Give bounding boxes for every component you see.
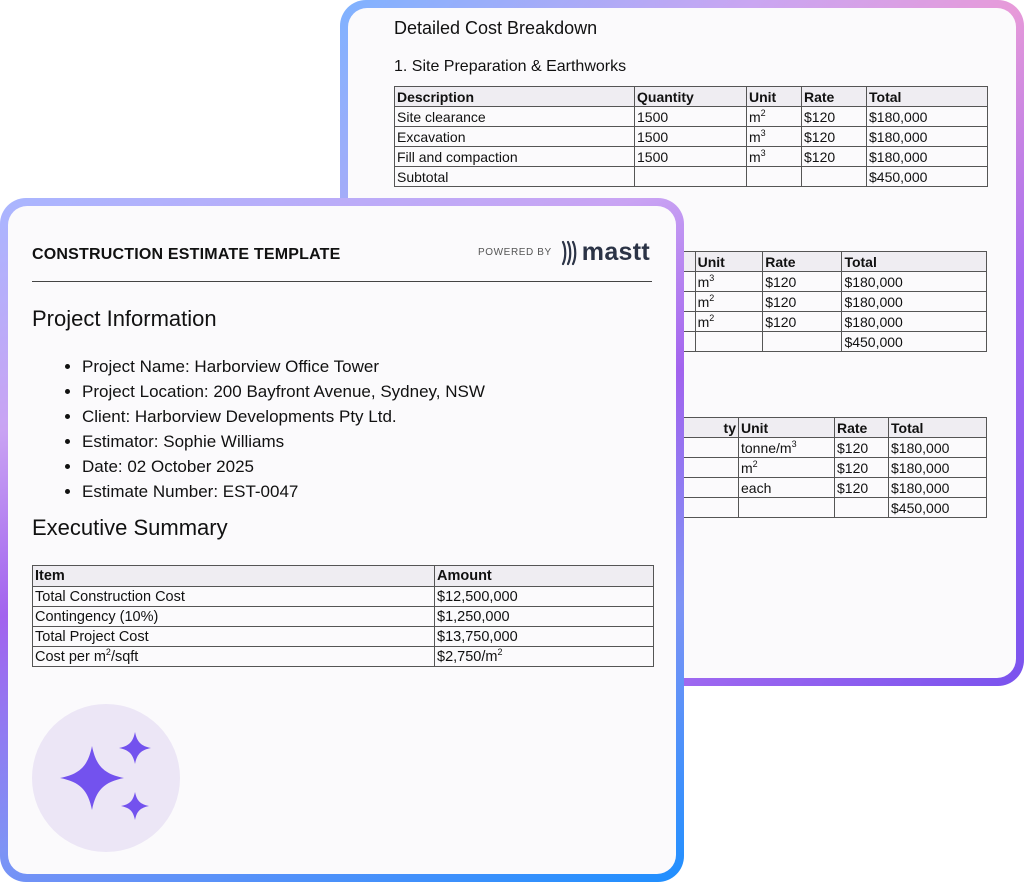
cell-total: $180,000 xyxy=(867,127,988,147)
cell-rate: $120 xyxy=(763,292,842,312)
cell-amount: $13,750,000 xyxy=(435,627,654,647)
table-row xyxy=(649,438,987,458)
cell-unit xyxy=(695,292,763,312)
column-header: Unit xyxy=(695,252,763,272)
cell-item: Total Construction Cost xyxy=(33,587,435,607)
cell-total: $180,000 xyxy=(889,478,987,498)
unit-text: tonne/m xyxy=(741,439,792,456)
cell-description: Fill and compaction xyxy=(395,147,635,167)
cell-unit xyxy=(747,147,802,167)
table-row xyxy=(395,147,988,167)
brand-wordmark: mastt xyxy=(581,238,650,266)
powered-by-badge xyxy=(478,238,650,267)
column-header: Rate xyxy=(802,87,867,107)
cell-total: $180,000 xyxy=(889,458,987,478)
table-row xyxy=(649,478,987,498)
cell-rate: $120 xyxy=(835,438,889,458)
cell-amount xyxy=(435,647,654,667)
cell-unit xyxy=(747,127,802,147)
table-row xyxy=(395,167,988,187)
cell-unit xyxy=(695,272,763,292)
unit-exponent: 2 xyxy=(752,458,758,469)
cell-unit xyxy=(739,498,835,518)
column-header: Unit xyxy=(747,87,802,107)
unit-exponent: 3 xyxy=(760,147,766,158)
cost-table-3 xyxy=(648,417,987,518)
column-header: Unit xyxy=(739,418,835,438)
list-item: • Estimator: Sophie Williams xyxy=(82,429,485,454)
table-row xyxy=(33,647,654,667)
cell-rate xyxy=(763,332,842,352)
cell-unit xyxy=(739,458,835,478)
list-item: • Project Name: Harborview Office Tower xyxy=(82,354,485,379)
cell-description: Site clearance xyxy=(395,107,635,127)
cell-total: $450,000 xyxy=(842,332,987,352)
unit-exponent: 2 xyxy=(709,292,715,303)
project-info-list xyxy=(58,354,485,504)
cell-quantity: 1500 xyxy=(635,127,747,147)
table-header-row xyxy=(33,566,654,587)
cell-rate: $120 xyxy=(835,458,889,478)
unit-text: m xyxy=(741,459,753,476)
cell-amount: $12,500,000 xyxy=(435,587,654,607)
cell-rate: $120 xyxy=(763,312,842,332)
table-row xyxy=(395,107,988,127)
cell-total: $180,000 xyxy=(842,272,987,292)
unit-text: m xyxy=(749,108,761,125)
project-info-title: Project Information xyxy=(32,306,217,331)
unit-text: m xyxy=(749,128,761,145)
amount-text: $2,750/m xyxy=(437,648,498,665)
cell-description: Excavation xyxy=(395,127,635,147)
column-header-partial: ty xyxy=(649,418,739,438)
list-item: • Client: Harborview Developments Pty Ltd. xyxy=(82,404,485,429)
cell-total: $180,000 xyxy=(867,147,988,167)
cell-total: $180,000 xyxy=(842,292,987,312)
item-suffix: /sqft xyxy=(110,648,139,665)
column-header: Rate xyxy=(835,418,889,438)
column-header: Item xyxy=(33,566,435,587)
cell-quantity: 1500 xyxy=(635,147,747,167)
table-row xyxy=(649,458,987,478)
estimate-template-page xyxy=(8,206,676,874)
cell-total: $450,000 xyxy=(889,498,987,518)
column-header: Rate xyxy=(763,252,842,272)
estimate-template-card xyxy=(0,198,684,882)
earthworks-table xyxy=(394,86,988,187)
document-heading: CONSTRUCTION ESTIMATE TEMPLATE xyxy=(32,246,341,263)
cell-unit xyxy=(739,438,835,458)
cost-table-2 xyxy=(648,251,987,352)
summary-table xyxy=(32,565,654,667)
unit-exponent: 3 xyxy=(791,438,797,449)
heading-divider xyxy=(32,281,652,282)
list-item: • Estimate Number: EST-0047 xyxy=(82,479,485,504)
cell-item xyxy=(33,647,435,667)
table-header-row xyxy=(395,87,988,107)
unit-text: m xyxy=(749,148,761,165)
column-header: Description xyxy=(395,87,635,107)
cell-item: Total Project Cost xyxy=(33,627,435,647)
unit-exponent: 2 xyxy=(760,107,766,118)
powered-by-label: POWERED BY xyxy=(478,247,552,258)
table-row xyxy=(649,272,987,292)
cell-rate xyxy=(835,498,889,518)
unit-text: m xyxy=(697,313,710,330)
table-row xyxy=(33,607,654,627)
cell-unit xyxy=(739,478,835,498)
sparkles-icon xyxy=(32,704,180,852)
section-title: 1. Site Preparation & Earthworks xyxy=(394,58,627,75)
cell-rate: $120 xyxy=(835,478,889,498)
table-row xyxy=(649,312,987,332)
executive-summary-title: Executive Summary xyxy=(32,515,228,540)
table-header-row xyxy=(649,252,987,272)
cell-total: $180,000 xyxy=(867,107,988,127)
cell-quantity: 1500 xyxy=(635,107,747,127)
item-exponent: 2 xyxy=(105,646,111,657)
table-row xyxy=(33,627,654,647)
cell-amount: $1,250,000 xyxy=(435,607,654,627)
amount-exponent: 2 xyxy=(497,646,503,657)
cell-total: $180,000 xyxy=(889,438,987,458)
cell-item: Contingency (10%) xyxy=(33,607,435,627)
table-header-row xyxy=(649,418,987,438)
cell-unit xyxy=(747,107,802,127)
table-row xyxy=(649,292,987,312)
list-item: • Project Location: 200 Bayfront Avenue, Sydney, NSW xyxy=(82,379,485,404)
list-item: • Date: 02 October 2025 xyxy=(82,454,485,479)
unit-exponent: 2 xyxy=(709,312,715,323)
ai-sparkle-badge xyxy=(32,704,180,852)
unit-exponent: 3 xyxy=(760,127,766,138)
breakdown-title: Detailed Cost Breakdown xyxy=(394,18,598,38)
cell-total: $450,000 xyxy=(867,167,988,187)
table-row xyxy=(649,498,987,518)
cell-rate: $120 xyxy=(802,127,867,147)
cell-rate xyxy=(802,167,867,187)
mastt-logo xyxy=(560,238,650,267)
table-row xyxy=(649,332,987,352)
cell-description: Subtotal xyxy=(395,167,635,187)
item-text: Cost per m xyxy=(35,648,106,665)
cell-rate: $120 xyxy=(763,272,842,292)
table-row xyxy=(395,127,988,147)
unit-text: m xyxy=(697,273,710,290)
column-header: Amount xyxy=(435,566,654,587)
cell-total: $180,000 xyxy=(842,312,987,332)
column-header: Total xyxy=(889,418,987,438)
cell-unit xyxy=(747,167,802,187)
mastt-logo-icon xyxy=(560,240,578,266)
column-header: Total xyxy=(842,252,987,272)
cell-unit xyxy=(695,312,763,332)
column-header: Total xyxy=(867,87,988,107)
cell-rate: $120 xyxy=(802,107,867,127)
table-row xyxy=(33,587,654,607)
unit-exponent: 3 xyxy=(709,272,715,283)
unit-text: m xyxy=(697,293,710,310)
cell-unit xyxy=(695,332,763,352)
cell-quantity xyxy=(635,167,747,187)
column-header: Quantity xyxy=(635,87,747,107)
unit-text: each xyxy=(741,479,772,496)
cell-rate: $120 xyxy=(802,147,867,167)
